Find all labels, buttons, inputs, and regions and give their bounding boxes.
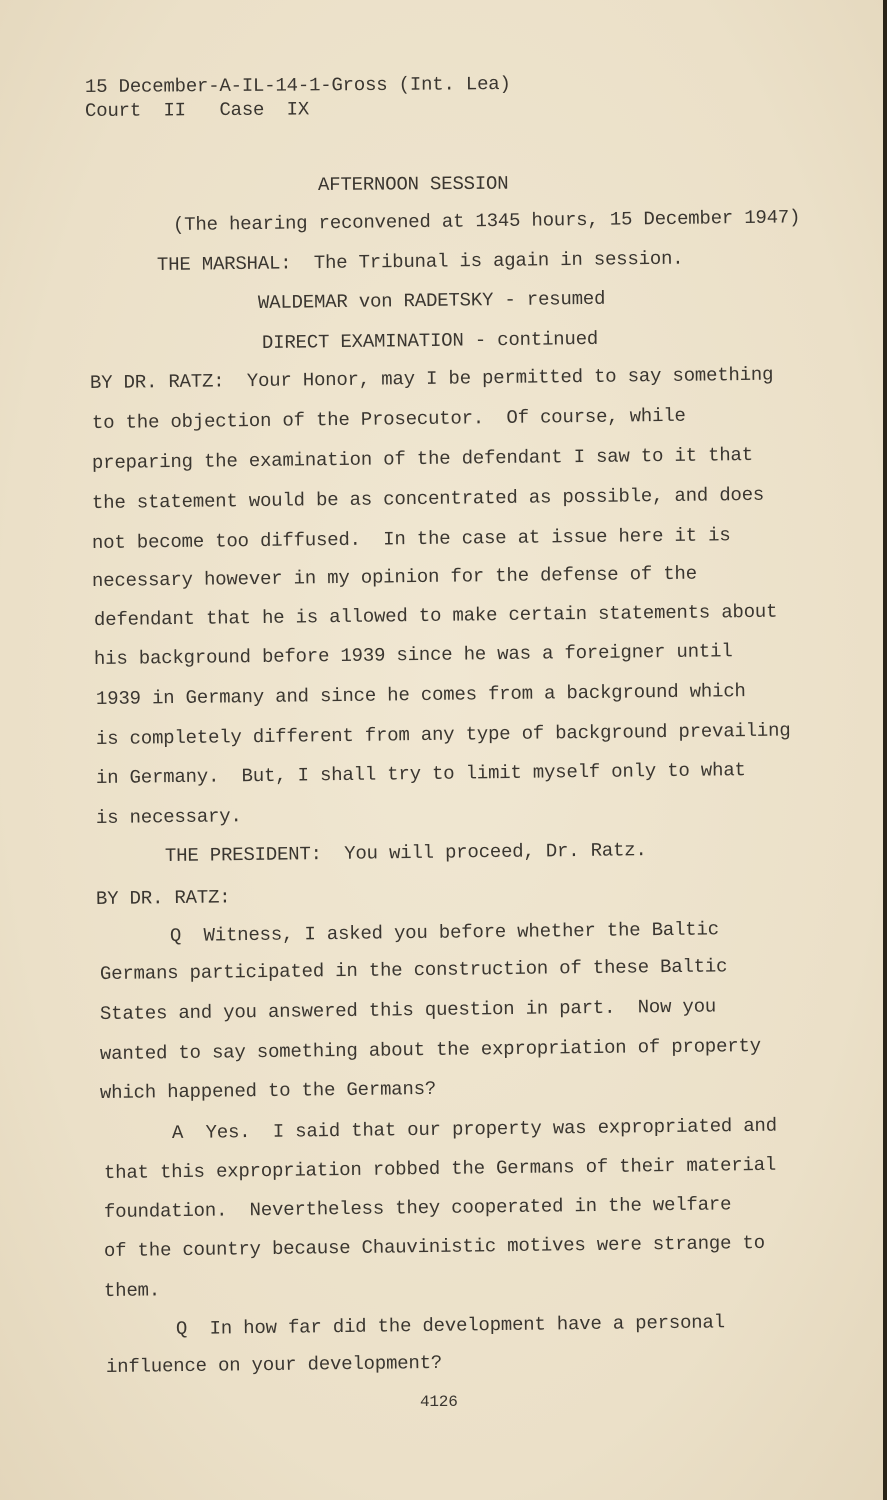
header-line-2: Court II Case IX bbox=[84, 98, 310, 122]
text-line: BY DR. RATZ: Your Honor, may I be permitted to say something bbox=[89, 363, 774, 394]
text-line: (The hearing reconvened at 1345 hours, 15 December 1947) bbox=[172, 206, 801, 236]
text-line: defendant that he is allowed to make certain statements about bbox=[93, 600, 778, 631]
text-line: THE MARSHAL: The Tribunal is again in session. bbox=[156, 247, 684, 276]
text-line: of the country because Chauvinistic motives were strange to bbox=[103, 1231, 766, 1262]
text-line: necessary however in my opinion for the defense of the bbox=[91, 562, 697, 592]
text-line: wanted to say something about the expropriation of property bbox=[99, 1034, 762, 1065]
text-line: BY DR. RATZ: bbox=[95, 886, 231, 910]
header-line-1: 15 December-A-IL-14-1-Gross (Int. Lea) bbox=[84, 73, 511, 98]
text-line: influence on your development? bbox=[105, 1351, 443, 1378]
text-line: in Germany. But, I shall try to limit myself only to what bbox=[95, 759, 746, 789]
text-line: preparing the examination of the defendant I saw to it that bbox=[91, 443, 754, 474]
text-line: to the objection of the Prosecutor. Of course, while bbox=[91, 404, 686, 434]
text-line: the statement would be as concentrated as possible, and does bbox=[91, 483, 765, 514]
text-line: is necessary. bbox=[95, 805, 242, 829]
text-line: THE PRESIDENT: You will proceed, Dr. Ratz. bbox=[164, 839, 647, 867]
text-line: A Yes. I said that our property was expropriated and bbox=[171, 1114, 777, 1144]
text-line: foundation. Nevertheless they cooperated in the welfare bbox=[103, 1193, 732, 1223]
session-title: AFTERNOON SESSION bbox=[317, 172, 509, 196]
text-line: not become too diffused. In the case at issue here it is bbox=[91, 524, 731, 554]
text-line: DIRECT EXAMINATION - continued bbox=[261, 327, 599, 354]
text-line: WALDEMAR von RADETSKY - resumed bbox=[257, 287, 606, 314]
text-line: which happened to the Germans? bbox=[99, 1077, 437, 1104]
page-edge bbox=[883, 0, 887, 1500]
text-line: Germans participated in the construction of these Baltic bbox=[99, 955, 728, 985]
text-line: Q Witness, I asked you before whether the Baltic bbox=[169, 918, 719, 947]
text-line: is completely different from any type of background prevailing bbox=[95, 719, 791, 750]
text-line: 1939 in Germany and since he comes from a background which bbox=[95, 680, 746, 710]
text-line: that this expropriation robbed the Germans of their material bbox=[103, 1153, 777, 1184]
text-line: States and you answered this question in part. Now you bbox=[99, 995, 717, 1025]
page-number: 4126 bbox=[420, 1393, 458, 1411]
text-line: them. bbox=[103, 1279, 161, 1302]
text-line: his background before 1939 since he was a foreigner until bbox=[93, 640, 733, 670]
text-line: Q In how far did the development have a personal bbox=[175, 1311, 725, 1340]
